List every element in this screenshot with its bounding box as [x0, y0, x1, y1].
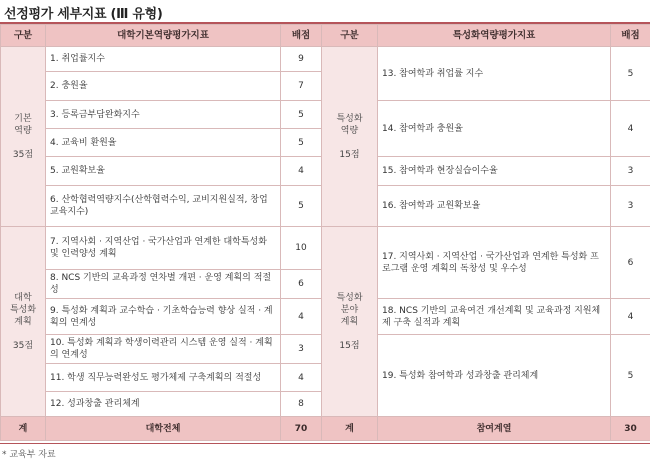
- category-label-line: 분야: [340, 304, 359, 315]
- footnote: * 교육부 자료: [2, 450, 56, 460]
- basic-indicator-score: 5: [281, 101, 322, 129]
- category-points: 15점: [339, 340, 360, 351]
- col-header-score-right: 배점: [611, 25, 650, 47]
- special-indicator-score: 4: [611, 101, 650, 157]
- col-header-special-indicator: 특성화역량평가지표: [378, 25, 611, 47]
- left-category-cell: [1, 227, 46, 417]
- special-indicator-score: 6: [611, 227, 650, 299]
- table-row: [1, 47, 650, 72]
- basic-indicator-score: 5: [281, 129, 322, 157]
- category-label-line: 역량: [340, 125, 359, 136]
- special-indicator-item: 15. 참여학과 현장실습이수율: [378, 157, 611, 186]
- category-label-line: 계획: [340, 316, 359, 327]
- basic-indicator-score: 4: [281, 364, 322, 392]
- basic-indicator-score: 5: [281, 186, 322, 227]
- basic-indicator-score: 3: [281, 335, 322, 364]
- total-right-label: 계: [322, 417, 378, 441]
- basic-indicator-item: 6. 산학협력역량지수(산학협력수익, 교비지원실적, 창업교육지수): [46, 186, 281, 227]
- category-points: 35점: [12, 340, 34, 351]
- basic-indicator-item: 2. 충원율: [46, 72, 281, 101]
- special-indicator-score: 3: [611, 157, 650, 186]
- category-label-line: 계획: [14, 316, 32, 327]
- evaluation-table: [0, 24, 650, 441]
- total-left-name: 대학전체: [46, 417, 281, 441]
- special-indicator-score: 3: [611, 186, 650, 227]
- basic-indicator-item: 9. 특성화 계획과 교수학습 · 기초학습능력 향상 실적 · 계획의 연계성: [46, 299, 281, 335]
- basic-indicator-item: 1. 취업률지수: [46, 47, 281, 72]
- basic-indicator-score: 4: [281, 157, 322, 186]
- table-row: [1, 227, 650, 270]
- special-indicator-item: 17. 지역사회 · 지역산업 · 국가산업과 연계한 특성화 프로그램 운영 계획의 독창성 및 우수성: [378, 227, 611, 299]
- basic-indicator-score: 4: [281, 299, 322, 335]
- col-header-score: 배점: [281, 25, 322, 47]
- category-label-line: 특성화: [9, 304, 37, 315]
- total-right-name: 참여계열: [378, 417, 611, 441]
- category-label-line: 특성화: [336, 292, 363, 303]
- special-indicator-score: 5: [611, 335, 650, 417]
- special-indicator-item: 19. 특성화 참여학과 성과창출 관리체계: [378, 335, 611, 417]
- basic-indicator-item: 3. 등록금부담완화지수: [46, 101, 281, 129]
- basic-indicator-score: 6: [281, 270, 322, 299]
- total-right-score: 30: [611, 417, 650, 441]
- special-indicator-item: 18. NCS 기반의 교육여건 개선계획 및 교육과정 지원체제 구축 실적과 계획: [378, 299, 611, 335]
- table-body: [1, 47, 650, 417]
- special-indicator-item: 14. 참여학과 충원율: [378, 101, 611, 157]
- col-header-basic-indicator: 대학기본역량평가지표: [46, 25, 281, 47]
- special-indicator-item: 16. 참여학과 교원확보율: [378, 186, 611, 227]
- basic-indicator-score: 9: [281, 47, 322, 72]
- total-row: [1, 417, 650, 441]
- basic-indicator-score: 7: [281, 72, 322, 101]
- right-category-cell: [322, 47, 378, 227]
- basic-indicator-item: 8. NCS 기반의 교육과정 연차별 개편 · 운영 계획의 적절성: [46, 270, 281, 299]
- total-left-score: 70: [281, 417, 322, 441]
- table-header-row: [1, 25, 650, 47]
- page-title: 선정평가 세부지표 (Ⅲ 유형): [4, 7, 163, 22]
- special-indicator-item: 13. 참여학과 취업률 지수: [378, 47, 611, 101]
- total-label: 계: [1, 417, 46, 441]
- category-points: 15점: [339, 149, 360, 160]
- category-points: 35점: [12, 149, 34, 160]
- basic-indicator-item: 11. 학생 직무능력완성도 평가체제 구축계획의 적절성: [46, 364, 281, 392]
- right-category-cell: [322, 227, 378, 417]
- left-category-cell: [1, 47, 46, 227]
- basic-indicator-score: 10: [281, 227, 322, 270]
- category-label-line: 역량: [14, 125, 32, 136]
- basic-indicator-item: 12. 성과창출 관리체계: [46, 392, 281, 417]
- basic-indicator-item: 10. 특성화 계획과 학생이력관리 시스템 운영 실적 · 계획의 연계성: [46, 335, 281, 364]
- category-label-line: 기본: [14, 113, 32, 124]
- basic-indicator-item: 5. 교원확보율: [46, 157, 281, 186]
- col-header-category-right: 구분: [322, 25, 378, 47]
- basic-indicator-score: 8: [281, 392, 322, 417]
- category-label-line: 특성화: [336, 113, 363, 124]
- special-indicator-score: 5: [611, 47, 650, 101]
- basic-indicator-item: 4. 교육비 환원율: [46, 129, 281, 157]
- category-label-line: 대학: [14, 292, 32, 303]
- basic-indicator-item: 7. 지역사회 · 지역산업 · 국가산업과 연계한 대학특성화 및 인력양성 계획: [46, 227, 281, 270]
- col-header-category: 구분: [1, 25, 46, 47]
- footer-rule: [0, 443, 650, 444]
- special-indicator-score: 4: [611, 299, 650, 335]
